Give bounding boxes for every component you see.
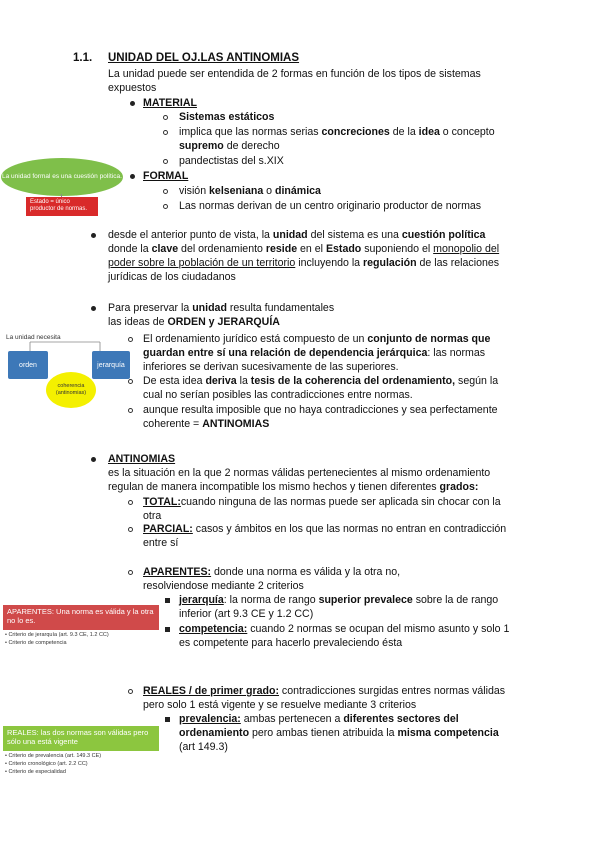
parcial-line-1: PARCIAL: casos y ámbitos en los que las normas no entran en contradicción (143, 523, 507, 535)
bullet-circle (128, 570, 133, 575)
bullet-dot (130, 101, 135, 106)
section-title: UNIDAD DEL OJ.LAS ANTINOMIAS (108, 52, 300, 64)
bullet-square (165, 717, 170, 722)
side-note-aparentes-b2: • Criterio de competencia (5, 640, 67, 646)
intro-line-2: expuestos (108, 82, 157, 94)
bullet-dot (91, 306, 96, 311)
para2-line-2: las ideas de ORDEN y JERARQUÍA (108, 316, 280, 328)
bullet-circle (128, 527, 133, 532)
total-line-2: otra (143, 510, 162, 522)
prevalencia-line-1: prevalencia: ambas pertenecen a diferentes sectores del (179, 713, 459, 725)
aparentes-line-2: resolviendose mediante 2 criterios (143, 580, 304, 592)
prevalencia-line-2: ordenamiento pero ambas tienen atribuida la misma competencia (179, 727, 499, 739)
jerarquia-box: jerarquía (92, 351, 130, 379)
side-note-unidad-necesita: La unidad necesita (6, 334, 61, 341)
bullet-circle (163, 189, 168, 194)
bullet-dot (91, 457, 96, 462)
jerarquia-line-2: inferior (art 9.3 CE y 1.2 CC) (179, 608, 314, 620)
bullet-circle (128, 337, 133, 342)
para2-sub-2-line-2: cual no serían posibles las contradicciones entre normas. (143, 389, 413, 401)
formal-item-2: Las normas derivan de un centro originario productor de normas (179, 200, 482, 212)
aparentes-line-1: APARENTES: donde una norma es válida y la otra no, (143, 566, 401, 578)
reales-line-1: REALES / de primer grado: contradicciones surgidas entres normas válidas (143, 685, 506, 697)
jerarquia-line-1: jerarquía: la norma de rango superior prevalece sobre la de rango (179, 594, 499, 606)
coherencia-ellipse: coherencia (antinomias) (46, 372, 96, 408)
section-number: 1.1. (73, 52, 93, 64)
side-note-estado: Estado = único productor de normas. (26, 197, 98, 216)
para2-sub-3-line-1: aunque resulta imposible que no haya contradicciones y sea perfectamente (143, 404, 498, 416)
competencia-line-1: competencia: cuando 2 normas se ocupan del mismo asunto y solo 1 (179, 623, 510, 635)
bullet-circle (128, 500, 133, 505)
para1-line-3: poder sobre la población de un territorio incluyendo la regulación de las relaciones (108, 257, 500, 269)
material-item-2b: supremo de derecho (179, 140, 280, 152)
antinomias-line-1: es la situación en la que 2 normas válidas pertenecientes al mismo ordenamiento (108, 467, 491, 479)
bullet-circle (163, 130, 168, 135)
side-note-reales: REALES: las dos normas son válidas pero sólo una está vigente (3, 726, 159, 751)
bullet-circle (128, 379, 133, 384)
bullet-dot (130, 174, 135, 179)
para1-line-2: donde la clave del ordenamiento reside en el Estado suponiendo el monopolio del (108, 243, 500, 255)
bullet-circle (128, 689, 133, 694)
reales-line-2: pero solo 1 está vigente y se resuelve mediante 3 criterios (143, 699, 417, 711)
side-note-reales-b2: • Criterio cronológico (art. 2.2 CC) (5, 761, 88, 767)
para2-sub-2-line-1: De esta idea deriva la tesis de la coherencia del ordenamiento, según la (143, 375, 499, 387)
side-note-reales-b3: • Criterio de especialidad (5, 769, 66, 775)
bullet-square (165, 627, 170, 632)
bullet-circle (128, 408, 133, 413)
bullet-square (165, 598, 170, 603)
bullet-dot (91, 233, 96, 238)
material-item-2: implica que las normas serias concreciones de la idea o concepto (179, 126, 495, 138)
parcial-line-2: entre sí (143, 537, 179, 549)
bullet-circle (163, 204, 168, 209)
side-note-unidad-politica: La unidad formal es una cuestión política. (1, 158, 123, 196)
para2-sub-1-line-1: El ordenamiento jurídico está compuesto de un conjunto de normas que (143, 333, 491, 345)
competencia-line-2: es competente para hacerlo prevaleciendo ésta (179, 637, 403, 649)
bullet-circle (163, 159, 168, 164)
para2-line-1: Para preservar la unidad resulta fundamentales (108, 302, 335, 314)
para2-sub-1-line-3: inferiores se derivan sucesivamente de las superiores. (143, 361, 399, 373)
antinomias-line-2: regulan de manera incompatible los mismo hechos y tienen diferentes grados: (108, 481, 479, 493)
material-label: MATERIAL (143, 97, 197, 109)
side-note-reales-b1: • Criterio de prevalencia (art. 149.3 CE) (5, 753, 102, 759)
material-item-1: Sistemas estáticos (179, 111, 275, 123)
side-note-aparentes-b1: • Criterio de jerarquía (art. 9.3 CE, 1.2 CC) (5, 632, 109, 638)
total-line-1: TOTAL:cuando ninguna de las normas puede ser aplicada sin chocar con la (143, 496, 501, 508)
para2-sub-3-line-2: coherente = ANTINOMIAS (143, 418, 270, 430)
formal-label: FORMAL (143, 170, 189, 182)
formal-item-1: visión kelseniana o dinámica (179, 185, 321, 197)
orden-box: orden (8, 351, 48, 379)
material-item-3: pandectistas del s.XIX (179, 155, 284, 167)
side-note-aparentes: APARENTES: Una norma es válida y la otra no lo es. (3, 605, 159, 630)
para1-line-1: desde el anterior punto de vista, la unidad del sistema es una cuestión política (108, 229, 486, 241)
bullet-circle (163, 115, 168, 120)
intro-line-1: La unidad puede ser entendida de 2 formas en función de los tipos de sistemas (108, 68, 481, 80)
prevalencia-line-3: (art 149.3) (179, 741, 228, 753)
antinomias-label: ANTINOMIAS (108, 453, 176, 465)
para1-line-4: jurídicas de los ciudadanos (108, 271, 236, 283)
para2-sub-1-line-2: guardan entre sí una relación de dependencia jerárquica: las normas (143, 347, 486, 359)
